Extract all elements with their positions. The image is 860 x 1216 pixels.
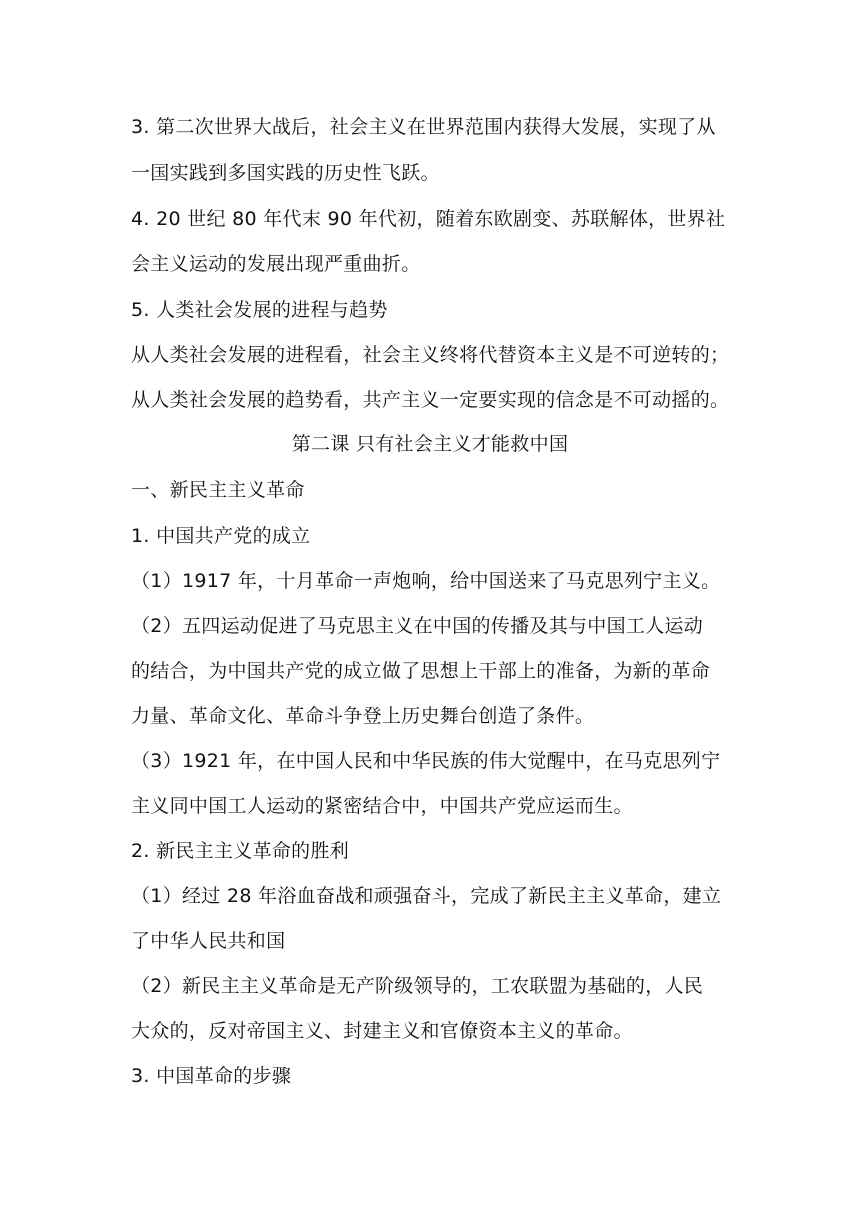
- paragraph-line: （2）新民主主义革命是无产阶级领导的，工农联盟为基础的，人民: [131, 975, 704, 997]
- section-heading: 一、新民主主义革命: [131, 479, 305, 501]
- section-heading: 5. 人类社会发展的进程与趋势: [131, 299, 388, 321]
- paragraph-line: （3）1921 年，在中国人民和中华民族的伟大觉醒中，在马克思列宁: [131, 750, 721, 772]
- paragraph-line: （1）1917 年，十月革命一声炮响，给中国送来了马克思列宁主义。: [131, 570, 721, 592]
- paragraph-line: 从人类社会发展的趋势看，共产主义一定要实现的信念是不可动摇的。: [131, 389, 730, 411]
- section-heading: 1. 中国共产党的成立: [131, 525, 311, 547]
- paragraph-line: 主义同中国工人运动的紧密结合中，中国共产党应运而生。: [131, 795, 633, 817]
- lesson-title: 第二课 只有社会主义才能救中国: [291, 433, 569, 455]
- paragraph-line: 会主义运动的发展出现严重曲折。: [131, 253, 421, 275]
- paragraph-line: 了中华人民共和国: [131, 930, 286, 952]
- paragraph-line: 4. 20 世纪 80 年代末 90 年代初，随着东欧剧变、苏联解体，世界社: [131, 208, 726, 230]
- paragraph-line: 从人类社会发展的进程看，社会主义终将代替资本主义是不可逆转的；: [131, 344, 730, 366]
- paragraph-line: （1）经过 28 年浴血奋战和顽强奋斗，完成了新民主主义革命，建立: [131, 885, 722, 907]
- paragraph-line: （2）五四运动促进了马克思主义在中国的传播及其与中国工人运动: [131, 615, 704, 637]
- section-heading: 3. 中国革命的步骤: [131, 1065, 292, 1087]
- section-heading: 2. 新民主主义革命的胜利: [131, 840, 350, 862]
- paragraph-line: 一国实践到多国实践的历史性飞跃。: [131, 162, 440, 184]
- paragraph-line: 3. 第二次世界大战后，社会主义在世界范围内获得大发展，实现了从: [131, 116, 716, 138]
- paragraph-line: 的结合，为中国共产党的成立做了思想上干部上的准备，为新的革命: [131, 660, 711, 682]
- paragraph-line: 力量、革命文化、革命斗争登上历史舞台创造了条件。: [131, 705, 595, 727]
- paragraph-line: 大众的，反对帝国主义、封建主义和官僚资本主义的革命。: [131, 1020, 633, 1042]
